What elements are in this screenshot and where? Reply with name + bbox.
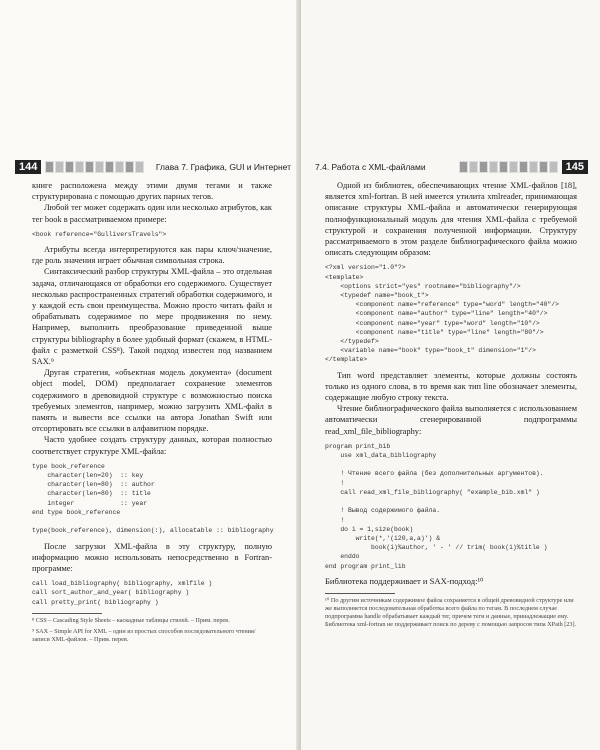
right-content (325, 180, 577, 629)
code-block: program print_bib use xml_data_bibliography ! Чтение всего файла (без дополнительных аргументов). ! call read_xml_file_bibliography( "example_bib.xml" ) ! Вывод содержимого файла. ! do i = 1,size(book) write(*,'(i20,a,a)') & book(i)%author, ' - ' // trim( book(i)%title ) enddo end program print_lib (325, 442, 548, 570)
footnote-rule (32, 613, 102, 614)
page-number-right: 145 (562, 160, 588, 174)
paragraph: Чтение библиографического файла выполняется с использованием автоматически сгенерированной подпрограммы read_xml_file_bibliography: (325, 404, 577, 436)
page-number-left: 144 (15, 160, 41, 174)
code-block: <book reference="GulliversTravels"> (32, 230, 167, 238)
code-block: call load_bibliography( bibliography, xmlfile ) call sort_author_and_year( bibliography ) call pretty_print( bibliography ) (32, 580, 213, 606)
code-block: type book_reference character(len=20) :: key character(len=80) :: author character(len=80) :: title integer :: year end type book_reference type(book_reference), dimension(:), allocatable :: bibliography (32, 462, 274, 535)
paragraph: Синтаксический разбор структуры XML-файла – это отдельная задача, отличающаяся от обработки его содержимого. Существует несколько распространенных стратегий обработки содержимого, и у каждой есть свои преимущества. Можно просто читать файл и обрабатывать содержимое по мере продвижения по нему. Например, выполнить преобразование приведенной выше структуры bibliography в более удобный формат (скажем, в HTML-файл с разметкой CSS⁸). Такой подход известен под названием SAX.⁹ (32, 267, 272, 367)
chapter-title: Глава 7. Графика, GUI и Интернет (155, 162, 291, 172)
paragraph: Атрибуты всегда интерпретируются как пары ключ/значение, где роль значения играет обычная символьная строка. (32, 245, 272, 266)
code-block: <?xml version="1.0"?> <template> <options strict="yes" rootname="bibliography"/> <typedef name="book_t"> <component name="reference" type="word" length="40"/> <component name="author" type="line" length="40"/> <component name="year" type="word" length="10"/> <component name="title" type="line" length="80"/> </typedef> <variable name="book" type="book_t" dimension="1"/> </template> (325, 264, 559, 364)
paragraph: Одной из библиотек, обеспечивающих чтение XML-файлов [18], является xml-fortran. В ней имеется утилита xmlreader, принимающая описание структуры XML-файла и автоматически генерирующая полнофункциональный модуль для чтения XML-файла с требуемой структурой и сохранения полученной информации. Структуру рассматриваемого в этом разделе библиографического файла можно описать следующим образом: (325, 181, 577, 258)
footnote: ⁸ CSS – Cascading Style Sheets – каскадные таблицы стилей. – Прим. перев. (32, 616, 230, 624)
left-content (32, 180, 272, 644)
paragraph: Любой тег может содержать один или несколько атрибутов, как тег book в рассматриваемом примере: (32, 203, 272, 224)
left-page (0, 0, 299, 750)
right-page (301, 0, 600, 750)
left-header (15, 160, 291, 174)
footnote-rule (325, 593, 395, 594)
header-decoration (45, 161, 144, 173)
section-title: 7.4. Работа с XML-файлами (315, 162, 426, 172)
paragraph: Другая стратегия, «объектная модель документа» (document object model, DOM) предполагает сохранение элементов содержимого в древовидной структуре с возможностью поиска требуемых элементов, например, можно загрузить XML-файл в память и вывести все ссылки на автора Jonathan Swift или отсортировать все ссылки в алфавитном порядке. (32, 368, 272, 434)
paragraph: книге расположена между этими двумя тегами и также структурирована с помощью других парных тегов. (32, 181, 272, 202)
header-decoration (459, 161, 558, 173)
paragraph: После загрузки XML-файла в эту структуру, полную информацию можно использовать непосредственно в Fortran-программе: (32, 541, 272, 573)
paragraph: Тип word представляет элементы, которые должны состоять только из одного слова, в то время как тип line обозначает элементы, содержащие любую строку текста. (325, 370, 577, 403)
footnote: ¹⁰ По другим источникам содержимое файла сохраняется в общей древовидной структуре или же выполняется последовательная обработка всего файла по тегам. В последнем случае подпрограмма handle обрабатывает каждый тег, причем теги и данные, принадлежащие ему. Библиотека xml-fortran не поддерживает поиск по дереву с помощью запросов типа XPath [23]. (325, 596, 577, 628)
subheading: Библиотека поддерживает и SAX-подход:¹⁰ (325, 575, 484, 586)
right-header (315, 160, 588, 174)
paragraph: Часто удобнее создать структуру данных, которая полностью соответствует структуре XML-файла: (32, 435, 272, 456)
footnote: ⁹ SAX – Simple API for XML – один из простых способов последовательного чтения/записи XML-файлов. – Прим. перев. (32, 627, 256, 643)
